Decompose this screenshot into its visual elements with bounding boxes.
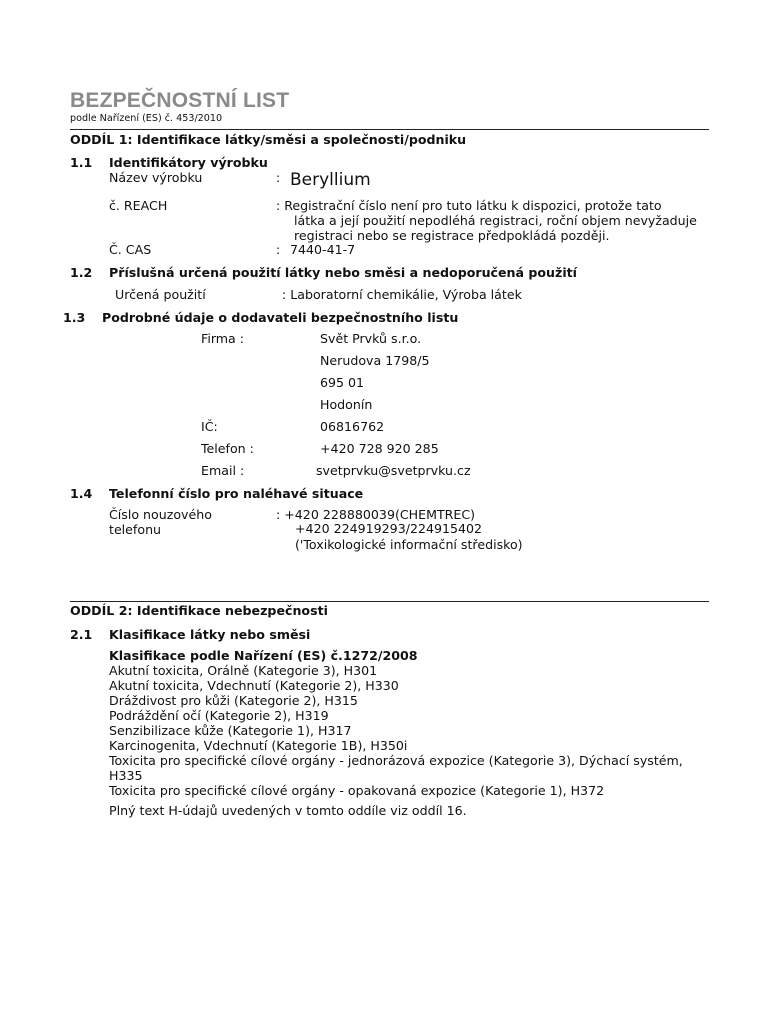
section-1-4-number: 1.4 <box>70 486 93 501</box>
section-2-divider <box>70 601 709 602</box>
emergency-value-line-3: ('Toxikologické informační středisko) <box>295 537 523 552</box>
list-item: Toxicita pro specifické cílové orgány - jednorázová expozice (Kategorie 3), Dýchací systém, <box>109 753 683 768</box>
cas-value: 7440-41-7 <box>290 242 356 257</box>
section-2-1-number: 2.1 <box>70 627 93 642</box>
firm-zip: 695 01 <box>320 375 365 390</box>
email-label: Email : <box>201 463 245 478</box>
hazard-classification-list <box>109 663 683 798</box>
section-1-2-title: Příslušná určená použití látky nebo směsi a nedoporučená použití <box>109 265 578 280</box>
intended-use-label: Určená použití <box>115 287 206 302</box>
classification-subtitle: Klasifikace podle Nařízení (ES) č.1272/2008 <box>109 648 418 663</box>
emergency-label-line-2: telefonu <box>109 522 162 537</box>
section-1-2-number: 1.2 <box>70 265 93 280</box>
reach-value-line-1: : Registrační číslo není pro tuto látku k dispozici, protože tato <box>276 198 662 213</box>
section-2-heading: ODDÍL 2: Identifikace nebezpečnosti <box>70 603 328 618</box>
regulation-reference: podle Nařízení (ES) č. 453/2010 <box>70 113 223 124</box>
full-text-note: Plný text H-údajů uvedených v tomto oddíle viz oddíl 16. <box>109 803 467 818</box>
firm-name: Svět Prvků s.r.o. <box>320 331 422 346</box>
intended-use-value: : Laboratorní chemikálie, Výroba látek <box>282 287 522 302</box>
section-1-1-number: 1.1 <box>70 155 93 170</box>
cas-label: Č. CAS <box>109 242 152 257</box>
ic-value: 06816762 <box>320 419 385 434</box>
list-item: Senzibilizace kůže (Kategorie 1), H317 <box>109 723 352 738</box>
email-value: svetprvku@svetprvku.cz <box>316 463 471 478</box>
product-name-value: Beryllium <box>290 170 371 190</box>
list-item: Akutní toxicita, Orálně (Kategorie 3), H301 <box>109 663 378 678</box>
list-item: Toxicita pro specifické cílové orgány - opakovaná expozice (Kategorie 1), H372 <box>109 783 605 798</box>
section-1-4-title: Telefonní číslo pro naléhavé situace <box>109 486 364 501</box>
reach-label: č. REACH <box>109 198 168 213</box>
ic-label: IČ: <box>201 419 218 434</box>
list-item: Akutní toxicita, Vdechnutí (Kategorie 2), H330 <box>109 678 399 693</box>
list-item: H335 <box>109 768 143 783</box>
firm-label: Firma : <box>201 331 245 346</box>
section-1-heading: ODDÍL 1: Identifikace látky/směsi a společnosti/podniku <box>70 132 467 147</box>
reach-value-line-2: látka a její použití nepodléhá registraci, roční objem nevyžaduje <box>294 213 697 228</box>
section-1-3-title: Podrobné údaje o dodavateli bezpečnostního listu <box>102 310 459 325</box>
section-1-1-title: Identifikátory výrobku <box>109 155 268 170</box>
cas-colon: : <box>276 242 281 257</box>
emergency-value-line-2: +420 224919293/224915402 <box>295 521 483 536</box>
document-title: BEZPEČNOSTNÍ LIST <box>70 89 290 112</box>
firm-street: Nerudova 1798/5 <box>320 353 430 368</box>
list-item: Podráždění očí (Kategorie 2), H319 <box>109 708 329 723</box>
product-name-colon: : <box>276 170 281 185</box>
header-divider <box>70 129 709 130</box>
emergency-label-line-1: Číslo nouzového <box>109 507 212 522</box>
emergency-value-line-1: : +420 228880039(CHEMTREC) <box>276 507 476 522</box>
firm-city: Hodonín <box>320 397 373 412</box>
section-2-1-title: Klasifikace látky nebo směsi <box>109 627 311 642</box>
phone-value: +420 728 920 285 <box>320 441 439 456</box>
product-name-label: Název výrobku <box>109 170 203 185</box>
section-1-3-number: 1.3 <box>63 310 86 325</box>
list-item: Karcinogenita, Vdechnutí (Kategorie 1B), H350i <box>109 738 408 753</box>
reach-value-line-3: registraci nebo se registrace předpokládá později. <box>294 228 610 243</box>
phone-label: Telefon : <box>201 441 254 456</box>
list-item: Dráždivost pro kůži (Kategorie 2), H315 <box>109 693 358 708</box>
